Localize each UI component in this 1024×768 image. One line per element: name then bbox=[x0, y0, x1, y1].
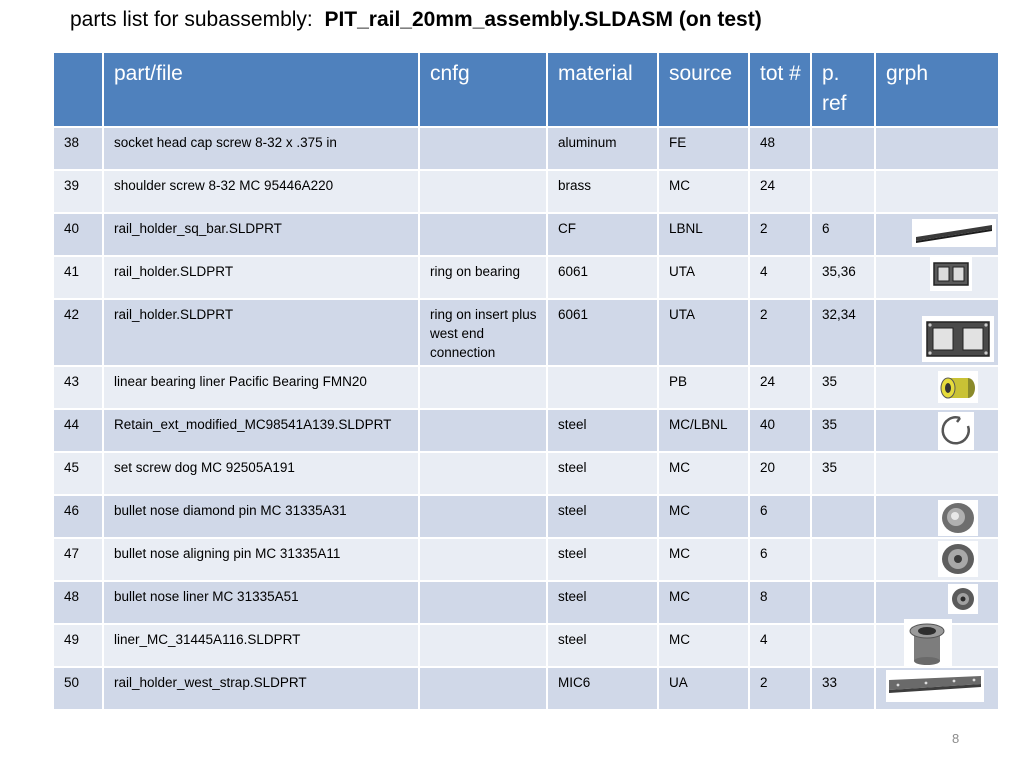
cell-material bbox=[547, 366, 658, 409]
cell-tot: 40 bbox=[749, 409, 811, 452]
cell-graphic bbox=[875, 213, 999, 256]
cell-source: PB bbox=[658, 366, 749, 409]
cell-material: steel bbox=[547, 581, 658, 624]
table-row bbox=[53, 624, 999, 667]
cell-material: MIC6 bbox=[547, 667, 658, 710]
header-source: source bbox=[658, 52, 749, 127]
rail-holder-thumbnail bbox=[930, 257, 972, 291]
cell-cnfg bbox=[419, 624, 547, 667]
cell-index: 44 bbox=[53, 409, 103, 452]
cell-part-file: linear bearing liner Pacific Bearing FMN20 bbox=[103, 366, 419, 409]
table-row bbox=[53, 538, 999, 581]
cell-tot: 24 bbox=[749, 170, 811, 213]
cell-cnfg bbox=[419, 667, 547, 710]
cell-graphic bbox=[875, 170, 999, 213]
cell-source: MC bbox=[658, 624, 749, 667]
cell-p-ref: 35 bbox=[811, 409, 875, 452]
cell-cnfg: ring on insert plus west end connection bbox=[419, 299, 547, 366]
liner-thumbnail bbox=[948, 584, 978, 614]
cell-graphic bbox=[875, 452, 999, 495]
cell-source: LBNL bbox=[658, 213, 749, 256]
cell-tot: 24 bbox=[749, 366, 811, 409]
cell-cnfg bbox=[419, 409, 547, 452]
cell-part-file: rail_holder_sq_bar.SLDPRT bbox=[103, 213, 419, 256]
title-prefix: parts list for subassembly: bbox=[70, 8, 313, 31]
cell-part-file: bullet nose aligning pin MC 31335A11 bbox=[103, 538, 419, 581]
cell-p-ref bbox=[811, 624, 875, 667]
cell-cnfg bbox=[419, 581, 547, 624]
cell-material: steel bbox=[547, 624, 658, 667]
cell-graphic bbox=[875, 581, 999, 624]
cell-cnfg bbox=[419, 127, 547, 170]
cell-cnfg bbox=[419, 366, 547, 409]
cell-graphic bbox=[875, 667, 999, 710]
cell-source: MC bbox=[658, 538, 749, 581]
flanged-liner-thumbnail bbox=[904, 619, 952, 667]
cell-index: 48 bbox=[53, 581, 103, 624]
cell-material: steel bbox=[547, 495, 658, 538]
square-bar-thumbnail bbox=[912, 219, 996, 247]
cell-source: MC bbox=[658, 452, 749, 495]
page-number: 8 bbox=[952, 731, 960, 746]
cell-graphic bbox=[875, 538, 999, 581]
cell-p-ref bbox=[811, 127, 875, 170]
cell-p-ref: 32,34 bbox=[811, 299, 875, 366]
table-row bbox=[53, 170, 999, 213]
cell-graphic bbox=[875, 127, 999, 170]
cell-tot: 6 bbox=[749, 538, 811, 581]
cell-graphic bbox=[875, 256, 999, 299]
cell-source: MC bbox=[658, 170, 749, 213]
cell-part-file: socket head cap screw 8-32 x .375 in bbox=[103, 127, 419, 170]
cell-part-file: rail_holder.SLDPRT bbox=[103, 256, 419, 299]
header-index bbox=[53, 52, 103, 127]
table-row bbox=[53, 495, 999, 538]
cell-graphic bbox=[875, 409, 999, 452]
cell-tot: 48 bbox=[749, 127, 811, 170]
cell-tot: 2 bbox=[749, 299, 811, 366]
table-row bbox=[53, 299, 999, 366]
table-row bbox=[53, 366, 999, 409]
cell-tot: 4 bbox=[749, 624, 811, 667]
cell-material: 6061 bbox=[547, 256, 658, 299]
cell-index: 46 bbox=[53, 495, 103, 538]
pin-thumbnail bbox=[938, 500, 978, 536]
cell-index: 39 bbox=[53, 170, 103, 213]
cell-part-file: bullet nose diamond pin MC 31335A31 bbox=[103, 495, 419, 538]
cell-source: UTA bbox=[658, 299, 749, 366]
cell-material: steel bbox=[547, 409, 658, 452]
cell-p-ref bbox=[811, 170, 875, 213]
cell-material: 6061 bbox=[547, 299, 658, 366]
title-assembly-name: PIT_rail_20mm_assembly.SLDASM (on test) bbox=[324, 8, 762, 31]
cell-material: CF bbox=[547, 213, 658, 256]
cell-p-ref: 33 bbox=[811, 667, 875, 710]
cell-material: brass bbox=[547, 170, 658, 213]
cell-graphic bbox=[875, 495, 999, 538]
table-row bbox=[53, 256, 999, 299]
rail-holder-large-thumbnail bbox=[922, 316, 994, 362]
cell-part-file: Retain_ext_modified_MC98541A139.SLDPRT bbox=[103, 409, 419, 452]
header-tot: tot # bbox=[749, 52, 811, 127]
cell-graphic bbox=[875, 624, 999, 667]
retaining-ring-thumbnail bbox=[938, 412, 974, 450]
parts-table bbox=[52, 51, 1000, 711]
cell-source: UA bbox=[658, 667, 749, 710]
cell-tot: 2 bbox=[749, 667, 811, 710]
cell-tot: 8 bbox=[749, 581, 811, 624]
header-material: material bbox=[547, 52, 658, 127]
pin-thumbnail bbox=[938, 541, 978, 577]
table-row bbox=[53, 452, 999, 495]
cell-cnfg bbox=[419, 538, 547, 581]
cell-cnfg bbox=[419, 170, 547, 213]
cell-p-ref bbox=[811, 581, 875, 624]
cell-p-ref: 35 bbox=[811, 452, 875, 495]
cell-cnfg: ring on bearing bbox=[419, 256, 547, 299]
cell-part-file: set screw dog MC 92505A191 bbox=[103, 452, 419, 495]
cell-index: 47 bbox=[53, 538, 103, 581]
table-header-row bbox=[53, 52, 999, 127]
cell-p-ref bbox=[811, 495, 875, 538]
table-row bbox=[53, 127, 999, 170]
strap-thumbnail bbox=[886, 670, 984, 702]
cell-index: 40 bbox=[53, 213, 103, 256]
header-cnfg: cnfg bbox=[419, 52, 547, 127]
cell-part-file: bullet nose liner MC 31335A51 bbox=[103, 581, 419, 624]
cell-index: 38 bbox=[53, 127, 103, 170]
cell-cnfg bbox=[419, 213, 547, 256]
header-grph: grph bbox=[875, 52, 999, 127]
cell-graphic bbox=[875, 366, 999, 409]
cell-part-file: shoulder screw 8-32 MC 95446A220 bbox=[103, 170, 419, 213]
cell-source: UTA bbox=[658, 256, 749, 299]
cell-tot: 6 bbox=[749, 495, 811, 538]
cell-part-file: rail_holder.SLDPRT bbox=[103, 299, 419, 366]
cell-material: steel bbox=[547, 538, 658, 581]
cell-p-ref bbox=[811, 538, 875, 581]
cell-index: 43 bbox=[53, 366, 103, 409]
table-row bbox=[53, 213, 999, 256]
cell-p-ref: 6 bbox=[811, 213, 875, 256]
cell-index: 50 bbox=[53, 667, 103, 710]
bearing-liner-thumbnail bbox=[938, 371, 978, 403]
slide-title bbox=[70, 8, 762, 32]
cell-tot: 20 bbox=[749, 452, 811, 495]
header-p-ref: p. ref bbox=[811, 52, 875, 127]
cell-part-file: liner_MC_31445A116.SLDPRT bbox=[103, 624, 419, 667]
cell-source: MC bbox=[658, 581, 749, 624]
cell-tot: 2 bbox=[749, 213, 811, 256]
cell-index: 49 bbox=[53, 624, 103, 667]
header-part-file: part/file bbox=[103, 52, 419, 127]
table-row bbox=[53, 581, 999, 624]
cell-material: steel bbox=[547, 452, 658, 495]
cell-p-ref: 35,36 bbox=[811, 256, 875, 299]
cell-part-file: rail_holder_west_strap.SLDPRT bbox=[103, 667, 419, 710]
table-row bbox=[53, 409, 999, 452]
cell-source: MC bbox=[658, 495, 749, 538]
cell-cnfg bbox=[419, 452, 547, 495]
cell-material: aluminum bbox=[547, 127, 658, 170]
table-row bbox=[53, 667, 999, 710]
cell-index: 41 bbox=[53, 256, 103, 299]
cell-cnfg bbox=[419, 495, 547, 538]
cell-source: FE bbox=[658, 127, 749, 170]
cell-index: 42 bbox=[53, 299, 103, 366]
cell-p-ref: 35 bbox=[811, 366, 875, 409]
cell-graphic bbox=[875, 299, 999, 366]
cell-tot: 4 bbox=[749, 256, 811, 299]
cell-index: 45 bbox=[53, 452, 103, 495]
cell-source: MC/LBNL bbox=[658, 409, 749, 452]
